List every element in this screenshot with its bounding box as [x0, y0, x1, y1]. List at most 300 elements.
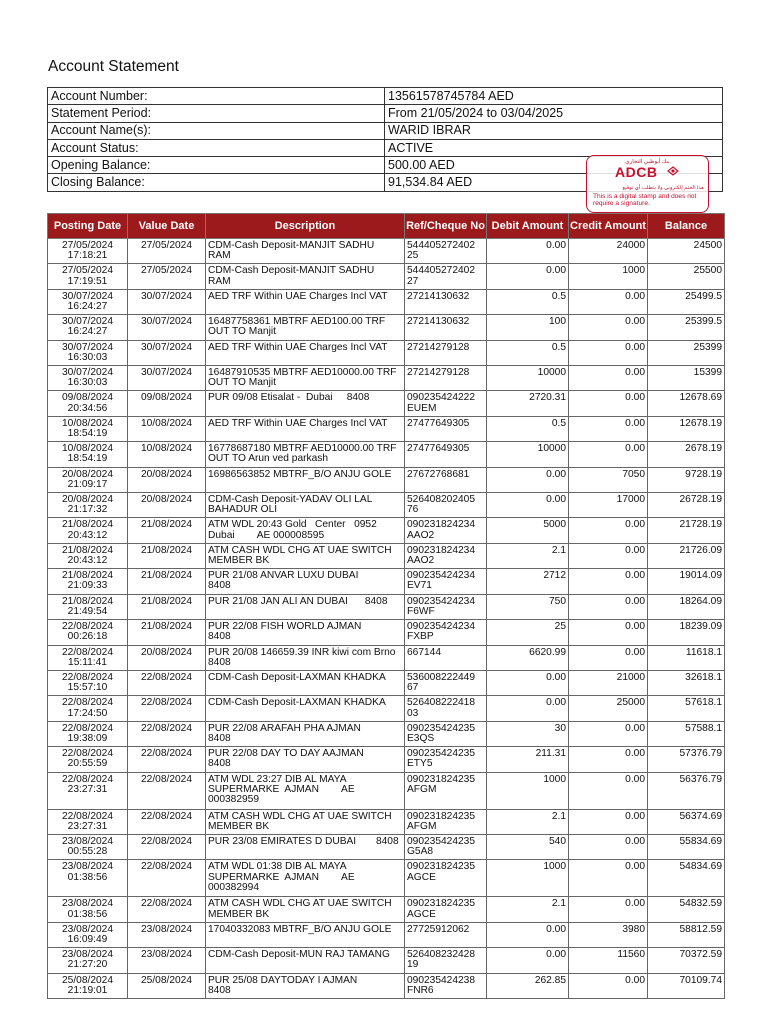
balance-cell: 12678.69 [648, 391, 725, 416]
debit-amount-cell: 0.00 [487, 264, 569, 289]
summary-label: Account Number: [48, 88, 385, 105]
credit-amount-cell: 24000 [569, 239, 648, 264]
ref-cheque-no-cell: 27477649305 [405, 416, 487, 441]
posting-time: 20:43:12 [67, 529, 108, 541]
description-cell: CDM-Cash Deposit-YADAV OLI LAL BAHADUR OLI [206, 493, 405, 518]
value-date-cell: 23/08/2024 [128, 948, 206, 973]
balance-cell: 56374.69 [648, 809, 725, 834]
table-row [48, 416, 725, 441]
description-cell: 16986563852 MBTRF_B/O ANJU GOLE [206, 467, 405, 492]
table-row [48, 721, 725, 746]
debit-amount-cell: 1000 [487, 772, 569, 809]
credit-amount-cell: 0.00 [569, 721, 648, 746]
ref-cheque-no-cell: 27725912062 [405, 922, 487, 947]
adcb-logo-icon [667, 166, 679, 176]
ref-cheque-no-cell: 090235424234 FXBP [405, 620, 487, 645]
posting-date-cell [48, 670, 128, 695]
posting-date-cell [48, 264, 128, 289]
posting-date-cell [48, 467, 128, 492]
posting-time: 01:38:56 [67, 908, 108, 920]
debit-amount-cell: 0.00 [487, 696, 569, 721]
value-date-cell: 22/08/2024 [128, 860, 206, 897]
debit-amount-cell: 0.00 [487, 493, 569, 518]
posting-date-cell [48, 772, 128, 809]
description-cell: CDM-Cash Deposit-LAXMAN KHADKA [206, 696, 405, 721]
value-date-cell: 27/05/2024 [128, 239, 206, 264]
posting-time: 18:54:19 [67, 428, 108, 440]
value-date-cell: 21/08/2024 [128, 569, 206, 594]
description-cell: PUR 20/08 146659.39 INR kiwi com Brno 8408 [206, 645, 405, 670]
credit-amount-cell: 7050 [569, 467, 648, 492]
value-date-cell: 30/07/2024 [128, 340, 206, 365]
summary-label: Opening Balance: [48, 157, 385, 174]
description-cell: PUR 23/08 EMIRATES D DUBAI 8408 [206, 834, 405, 859]
posting-date: 23/08/2024 [62, 861, 113, 873]
posting-time: 16:09:49 [67, 933, 108, 945]
summary-value: 91,534.84 AED [385, 174, 723, 191]
posting-date: 20/08/2024 [62, 468, 113, 480]
credit-amount-cell: 0.00 [569, 747, 648, 772]
balance-cell: 32618.1 [648, 670, 725, 695]
posting-date-cell [48, 897, 128, 922]
debit-amount-cell: 0.00 [487, 239, 569, 264]
posting-date-cell [48, 721, 128, 746]
ref-cheque-no-cell: 536008222449 67 [405, 670, 487, 695]
description-cell: AED TRF Within UAE Charges Incl VAT [206, 289, 405, 314]
ref-cheque-no-cell: 27477649305 [405, 442, 487, 467]
ref-cheque-no-cell: 090231824235 AGCE [405, 860, 487, 897]
summary-value: From 21/05/2024 to 03/04/2025 [385, 105, 723, 122]
debit-amount-cell: 0.00 [487, 670, 569, 695]
stamp-note: This is a digital stamp and does not require a signature. [593, 193, 697, 208]
value-date-cell: 20/08/2024 [128, 493, 206, 518]
column-header: Description [206, 214, 405, 239]
credit-amount-cell: 17000 [569, 493, 648, 518]
ref-cheque-no-cell: 27214130632 [405, 289, 487, 314]
summary-label: Account Status: [48, 139, 385, 156]
debit-amount-cell: 0.5 [487, 289, 569, 314]
value-date-cell: 10/08/2024 [128, 442, 206, 467]
description-cell: AED TRF Within UAE Charges Incl VAT [206, 340, 405, 365]
debit-amount-cell: 0.00 [487, 922, 569, 947]
credit-amount-cell: 3980 [569, 922, 648, 947]
posting-date: 21/08/2024 [62, 570, 113, 582]
value-date-cell: 27/05/2024 [128, 264, 206, 289]
value-date-cell: 10/08/2024 [128, 416, 206, 441]
debit-amount-cell: 10000 [487, 442, 569, 467]
table-row [48, 922, 725, 947]
table-row [48, 834, 725, 859]
value-date-cell: 22/08/2024 [128, 670, 206, 695]
posting-date-cell [48, 239, 128, 264]
balance-cell: 58812.59 [648, 922, 725, 947]
balance-cell: 24500 [648, 239, 725, 264]
posting-date: 22/08/2024 [62, 646, 113, 658]
value-date-cell: 22/08/2024 [128, 696, 206, 721]
debit-amount-cell: 2.1 [487, 897, 569, 922]
value-date-cell: 21/08/2024 [128, 543, 206, 568]
table-row [48, 973, 725, 998]
summary-value: 500.00 AED [385, 157, 723, 174]
posting-time: 20:43:12 [67, 555, 108, 567]
value-date-cell: 30/07/2024 [128, 366, 206, 391]
ref-cheque-no-cell: 090231824235 AFGM [405, 809, 487, 834]
debit-amount-cell: 211.31 [487, 747, 569, 772]
ref-cheque-no-cell: 27214279128 [405, 366, 487, 391]
summary-label: Account Name(s): [48, 122, 385, 139]
posting-date: 23/08/2024 [62, 835, 113, 847]
posting-date: 25/08/2024 [62, 974, 113, 986]
posting-date-cell [48, 922, 128, 947]
debit-amount-cell: 30 [487, 721, 569, 746]
credit-amount-cell: 0.00 [569, 518, 648, 543]
debit-amount-cell: 0.5 [487, 340, 569, 365]
debit-amount-cell: 6620.99 [487, 645, 569, 670]
ref-cheque-no-cell: 526408202405 76 [405, 493, 487, 518]
table-row [48, 620, 725, 645]
posting-date: 30/07/2024 [62, 290, 113, 302]
description-cell: PUR 22/08 FISH WORLD AJMAN 8408 [206, 620, 405, 645]
table-row [48, 696, 725, 721]
summary-row [48, 105, 723, 122]
posting-date: 27/05/2024 [62, 240, 113, 251]
credit-amount-cell: 0.00 [569, 973, 648, 998]
credit-amount-cell: 1000 [569, 264, 648, 289]
posting-date: 21/08/2024 [62, 519, 113, 531]
table-row [48, 948, 725, 973]
posting-date: 10/08/2024 [62, 417, 113, 429]
credit-amount-cell: 0.00 [569, 860, 648, 897]
debit-amount-cell: 0.00 [487, 948, 569, 973]
posting-date-cell [48, 860, 128, 897]
balance-cell: 70109.74 [648, 973, 725, 998]
posting-time: 16:24:27 [67, 301, 108, 313]
ref-cheque-no-cell: 090235424238 FNR6 [405, 973, 487, 998]
posting-date-cell [48, 569, 128, 594]
balance-cell: 57376.79 [648, 747, 725, 772]
description-cell: CDM-Cash Deposit-MANJIT SADHU RAM [206, 239, 405, 264]
value-date-cell: 20/08/2024 [128, 645, 206, 670]
ref-cheque-no-cell: 090235424222 EUEM [405, 391, 487, 416]
posting-time: 00:26:18 [67, 631, 108, 643]
debit-amount-cell: 10000 [487, 366, 569, 391]
credit-amount-cell: 0.00 [569, 834, 648, 859]
ref-cheque-no-cell: 090235424235 ETY5 [405, 747, 487, 772]
posting-date: 22/08/2024 [62, 697, 113, 709]
table-row [48, 442, 725, 467]
table-header-row [48, 214, 725, 239]
debit-amount-cell: 0.5 [487, 416, 569, 441]
posting-date-cell [48, 315, 128, 340]
table-row [48, 860, 725, 897]
posting-time: 18:54:19 [67, 453, 108, 465]
value-date-cell: 23/08/2024 [128, 922, 206, 947]
posting-date-cell [48, 366, 128, 391]
table-row [48, 809, 725, 834]
description-cell: PUR 22/08 DAY TO DAY AAJMAN 8408 [206, 747, 405, 772]
description-cell: 16487758361 MBTRF AED100.00 TRF OUT TO Manjit [206, 315, 405, 340]
credit-amount-cell: 0.00 [569, 772, 648, 809]
ref-cheque-no-cell: 090231824234 AAO2 [405, 518, 487, 543]
debit-amount-cell: 750 [487, 594, 569, 619]
description-cell: AED TRF Within UAE Charges Incl VAT [206, 416, 405, 441]
balance-cell: 19014.09 [648, 569, 725, 594]
posting-time: 15:57:10 [67, 682, 108, 694]
posting-date: 22/08/2024 [62, 748, 113, 760]
posting-date-cell [48, 645, 128, 670]
posting-time: 17:18:21 [67, 250, 108, 262]
posting-time: 21:09:33 [67, 580, 108, 592]
table-row [48, 670, 725, 695]
posting-time: 21:17:32 [67, 504, 108, 516]
debit-amount-cell: 2712 [487, 569, 569, 594]
posting-date-cell [48, 620, 128, 645]
description-cell: ATM WDL 20:43 Gold Center 0952 Dubai AE 000008595 [206, 518, 405, 543]
summary-row [48, 122, 723, 139]
ref-cheque-no-cell: 544405272402 27 [405, 264, 487, 289]
posting-date: 30/07/2024 [62, 341, 113, 353]
posting-time: 15:11:41 [68, 656, 107, 668]
posting-date: 27/05/2024 [62, 265, 113, 277]
credit-amount-cell: 0.00 [569, 569, 648, 594]
posting-date-cell [48, 442, 128, 467]
balance-cell: 26728.19 [648, 493, 725, 518]
ref-cheque-no-cell: 090231824234 AAO2 [405, 543, 487, 568]
table-row [48, 543, 725, 568]
posting-date: 22/08/2024 [62, 722, 113, 734]
debit-amount-cell: 5000 [487, 518, 569, 543]
credit-amount-cell: 25000 [569, 696, 648, 721]
credit-amount-cell: 0.00 [569, 442, 648, 467]
table-row [48, 366, 725, 391]
posting-date-cell [48, 340, 128, 365]
table-row [48, 264, 725, 289]
balance-cell: 54834.69 [648, 860, 725, 897]
posting-time: 17:24:50 [67, 707, 108, 719]
posting-date: 30/07/2024 [62, 316, 113, 328]
balance-cell: 25500 [648, 264, 725, 289]
credit-amount-cell: 0.00 [569, 315, 648, 340]
value-date-cell: 21/08/2024 [128, 620, 206, 645]
debit-amount-cell: 100 [487, 315, 569, 340]
table-row [48, 747, 725, 772]
balance-cell: 11618.1 [648, 645, 725, 670]
posting-time: 00:55:28 [67, 846, 108, 858]
description-cell: ATM CASH WDL CHG AT UAE SWITCH MEMBER BK [206, 897, 405, 922]
debit-amount-cell: 540 [487, 834, 569, 859]
value-date-cell: 22/08/2024 [128, 897, 206, 922]
table-row [48, 594, 725, 619]
table-row [48, 391, 725, 416]
description-cell: CDM-Cash Deposit-MUN RAJ TAMANG [206, 948, 405, 973]
table-row [48, 493, 725, 518]
posting-time: 16:24:27 [67, 326, 108, 338]
posting-time: 21:27:20 [67, 959, 108, 971]
balance-cell: 55834.69 [648, 834, 725, 859]
credit-amount-cell: 0.00 [569, 366, 648, 391]
stamp-arabic-bank-name: بنك أبوظبي التجاري [625, 159, 670, 165]
summary-label: Statement Period: [48, 105, 385, 122]
ref-cheque-no-cell: 526408222418 03 [405, 696, 487, 721]
table-row [48, 645, 725, 670]
description-cell: ATM WDL 23:27 DIB AL MAYA SUPERMARKE AJMAN AE 000382959 [206, 772, 405, 809]
posting-time: 20:34:56 [67, 402, 108, 414]
description-cell: 17040332083 MBTRF_B/O ANJU GOLE [206, 922, 405, 947]
ref-cheque-no-cell: 090235424234 F6WF [405, 594, 487, 619]
description-cell: CDM-Cash Deposit-MANJIT SADHU RAM [206, 264, 405, 289]
ref-cheque-no-cell: 27672768681 [405, 467, 487, 492]
value-date-cell: 21/08/2024 [128, 594, 206, 619]
posting-date: 10/08/2024 [62, 443, 113, 455]
debit-amount-cell: 2.1 [487, 543, 569, 568]
ref-cheque-no-cell: 667144 [405, 645, 487, 670]
value-date-cell: 22/08/2024 [128, 809, 206, 834]
posting-date-cell [48, 289, 128, 314]
balance-cell: 9728.19 [648, 467, 725, 492]
column-header: Credit Amount [569, 214, 648, 239]
balance-cell: 2678.19 [648, 442, 725, 467]
posting-date: 21/08/2024 [62, 595, 113, 607]
posting-date: 22/08/2024 [62, 671, 113, 683]
balance-cell: 56376.79 [648, 772, 725, 809]
credit-amount-cell: 0.00 [569, 620, 648, 645]
column-header: Debit Amount [487, 214, 569, 239]
table-row [48, 518, 725, 543]
balance-cell: 15399 [648, 366, 725, 391]
credit-amount-cell: 0.00 [569, 543, 648, 568]
posting-date-cell [48, 594, 128, 619]
posting-time: 20:55:59 [67, 758, 108, 770]
value-date-cell: 20/08/2024 [128, 467, 206, 492]
page-title: Account Statement [48, 58, 179, 75]
posting-date-cell [48, 809, 128, 834]
credit-amount-cell: 0.00 [569, 809, 648, 834]
column-header: Posting Date [48, 214, 128, 239]
credit-amount-cell: 0.00 [569, 289, 648, 314]
credit-amount-cell: 0.00 [569, 391, 648, 416]
ref-cheque-no-cell: 090235424235 G5A8 [405, 834, 487, 859]
balance-cell: 18239.09 [648, 620, 725, 645]
value-date-cell: 22/08/2024 [128, 834, 206, 859]
table-row [48, 289, 725, 314]
credit-amount-cell: 21000 [569, 670, 648, 695]
ref-cheque-no-cell: 544405272402 25 [405, 239, 487, 264]
ref-cheque-no-cell: 27214130632 [405, 315, 487, 340]
summary-value: 13561578745784 AED [385, 88, 723, 105]
adcb-logo: ADCB [615, 164, 658, 180]
posting-date-cell [48, 696, 128, 721]
description-cell: 16778687180 MBTRF AED10000.00 TRF OUT TO Arun ved parkash [206, 442, 405, 467]
stamp-arabic-note: هذا الختم إلكتروني ولا يتطلب أي توقيع [622, 185, 704, 191]
table-row [48, 772, 725, 809]
posting-date: 09/08/2024 [62, 392, 113, 404]
summary-row [48, 88, 723, 105]
posting-time: 16:30:03 [67, 377, 108, 389]
debit-amount-cell: 25 [487, 620, 569, 645]
digital-stamp [586, 155, 709, 213]
value-date-cell: 22/08/2024 [128, 747, 206, 772]
posting-time: 23:27:31 [67, 820, 108, 832]
ref-cheque-no-cell: 090235424234 EV71 [405, 569, 487, 594]
transactions-table [47, 213, 725, 999]
ref-cheque-no-cell: 27214279128 [405, 340, 487, 365]
value-date-cell: 22/08/2024 [128, 772, 206, 809]
table-row [48, 897, 725, 922]
description-cell: PUR 22/08 ARAFAH PHA AJMAN 8408 [206, 721, 405, 746]
posting-date-cell [48, 416, 128, 441]
posting-date-cell [48, 973, 128, 998]
column-header: Balance [648, 214, 725, 239]
credit-amount-cell: 0.00 [569, 645, 648, 670]
posting-date-cell [48, 948, 128, 973]
posting-date-cell [48, 391, 128, 416]
balance-cell: 57618.1 [648, 696, 725, 721]
credit-amount-cell: 0.00 [569, 897, 648, 922]
balance-cell: 25399 [648, 340, 725, 365]
posting-time: 19:38:09 [67, 732, 108, 744]
posting-time: 01:38:56 [67, 871, 108, 883]
debit-amount-cell: 2720.31 [487, 391, 569, 416]
posting-date: 20/08/2024 [62, 494, 113, 506]
table-row [48, 315, 725, 340]
ref-cheque-no-cell: 090235424235 E3QS [405, 721, 487, 746]
balance-cell: 54832.59 [648, 897, 725, 922]
description-cell: ATM WDL 01:38 DIB AL MAYA SUPERMARKE AJMAN AE 000382994 [206, 860, 405, 897]
balance-cell: 12678.19 [648, 416, 725, 441]
posting-date: 23/08/2024 [62, 923, 113, 935]
balance-cell: 21726.09 [648, 543, 725, 568]
value-date-cell: 09/08/2024 [128, 391, 206, 416]
credit-amount-cell: 0.00 [569, 340, 648, 365]
summary-value: WARID IBRAR [385, 122, 723, 139]
description-cell: PUR 25/08 DAYTODAY I AJMAN 8408 [206, 973, 405, 998]
balance-cell: 57588.1 [648, 721, 725, 746]
balance-cell: 25499.5 [648, 289, 725, 314]
value-date-cell: 30/07/2024 [128, 289, 206, 314]
credit-amount-cell: 0.00 [569, 594, 648, 619]
balance-cell: 25399.5 [648, 315, 725, 340]
ref-cheque-no-cell: 526408232428 19 [405, 948, 487, 973]
table-row [48, 467, 725, 492]
posting-date: 30/07/2024 [62, 367, 113, 379]
posting-date: 21/08/2024 [62, 544, 113, 556]
posting-time: 17:19:51 [67, 275, 108, 287]
column-header: Value Date [128, 214, 206, 239]
description-cell: ATM CASH WDL CHG AT UAE SWITCH MEMBER BK [206, 809, 405, 834]
value-date-cell: 22/08/2024 [128, 721, 206, 746]
credit-amount-cell: 0.00 [569, 416, 648, 441]
description-cell: 16487910535 MBTRF AED10000.00 TRF OUT TO Manjit [206, 366, 405, 391]
value-date-cell: 25/08/2024 [128, 973, 206, 998]
debit-amount-cell: 0.00 [487, 467, 569, 492]
balance-cell: 70372.59 [648, 948, 725, 973]
description-cell: PUR 09/08 Etisalat - Dubai 8408 [206, 391, 405, 416]
posting-date-cell [48, 747, 128, 772]
ref-cheque-no-cell: 090231824235 AGCE [405, 897, 487, 922]
value-date-cell: 21/08/2024 [128, 518, 206, 543]
table-row [48, 340, 725, 365]
posting-date-cell [48, 543, 128, 568]
balance-cell: 21728.19 [648, 518, 725, 543]
debit-amount-cell: 1000 [487, 860, 569, 897]
summary-label: Closing Balance: [48, 174, 385, 191]
value-date-cell: 30/07/2024 [128, 315, 206, 340]
description-cell: CDM-Cash Deposit-LAXMAN KHADKA [206, 670, 405, 695]
posting-date: 22/08/2024 [62, 621, 113, 633]
posting-date: 22/08/2024 [62, 773, 113, 785]
posting-time: 21:49:54 [67, 605, 108, 617]
posting-date-cell [48, 518, 128, 543]
